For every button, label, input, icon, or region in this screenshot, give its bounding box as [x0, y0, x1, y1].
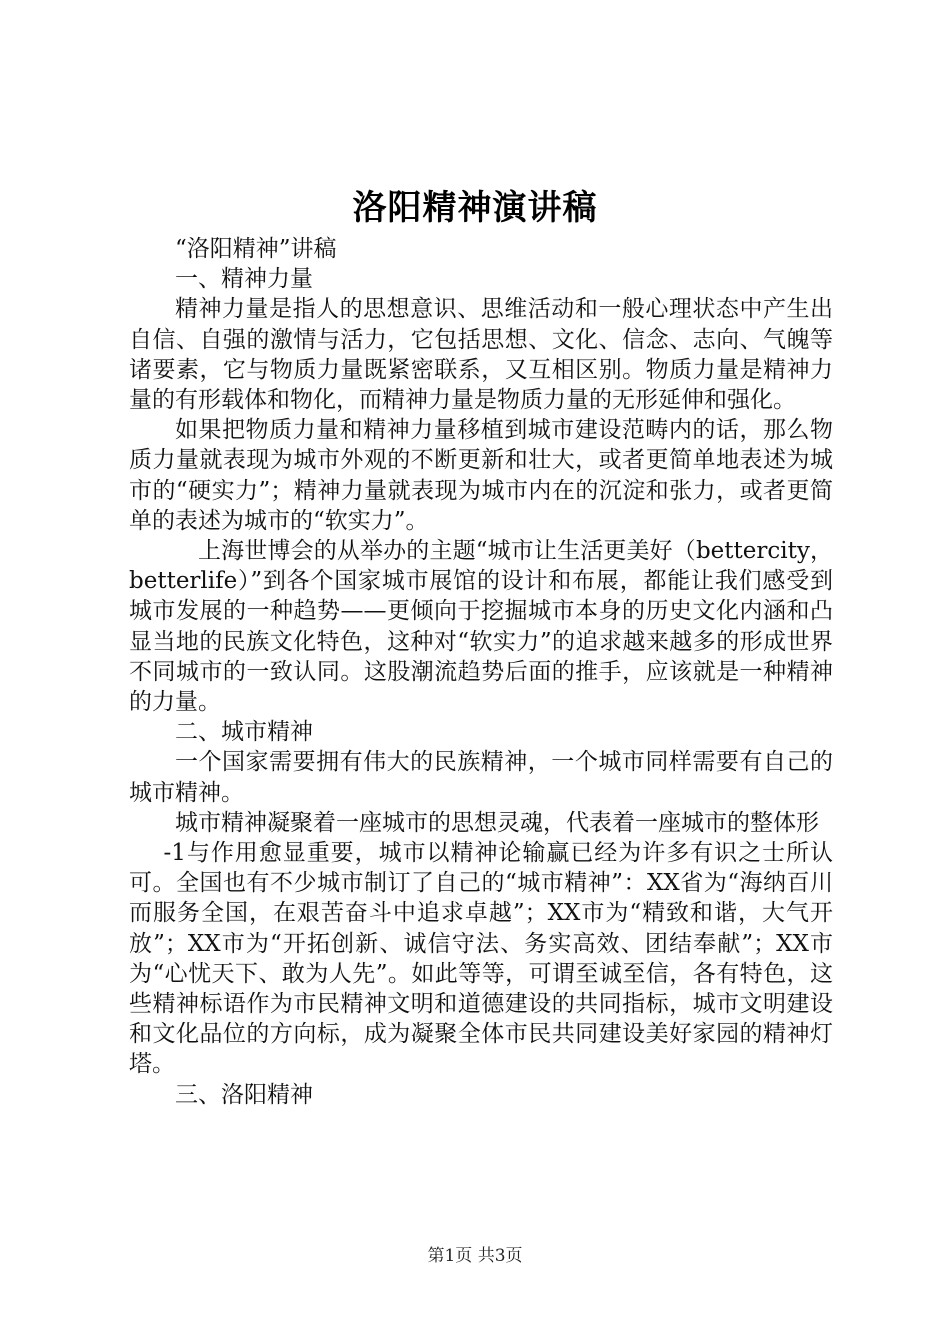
page-number-footer: 第1页 共3页 [427, 1246, 523, 1266]
speech-subtitle: “洛阳精神”讲稿 [175, 236, 337, 262]
paragraph: 如果把物质力量和精神力量移植到城市建设范畴内的话，那么物质力量就表现为城市外观的不断更新和壮大，或者更简单地表述为城市的“硬实力”；精神力量就表现为城市内在的沉淀和张力，或者更简单的表述为城市的“软实力”。 [129, 417, 833, 534]
paragraph: 城市精神凝聚着一座城市的思想灵魂，代表着一座城市的整体形 [175, 809, 819, 836]
paragraph: 一个国家需要拥有伟大的民族精神，一个城市同样需要有自己的城市精神。 [129, 749, 833, 806]
paragraph: 上海世博会的从举办的主题“城市让生活更美好（bettercity，betterlife）”到各个国家城市展馆的设计和布展，都能让我们感受到城市发展的一种趋势——更倾向于挖掘城市本身的历史文化内涵和凸显当地的民族文化特色，这种对“软实力”的追求越来越多的形成世界不同城市的一致认同。这股潮流趋势后面的推手，应该就是一种精神的力量。 [129, 538, 833, 716]
paragraph: 精神力量是指人的思想意识、思维活动和一般心理状态中产生出自信、自强的激情与活力，它包括思想、文化、信念、志向、气魄等诸要素，它与物质力量既紧密联系，又互相区别。物质力量是精神力量的有形载体和物化，而精神力量是物质力量的无形延伸和强化。 [129, 296, 833, 414]
section-heading-2: 二、城市精神 [175, 719, 313, 746]
document-body [129, 234, 833, 1110]
document-title: 洛阳精神演讲稿 [352, 188, 598, 228]
paragraph: -1与作用愈显重要，城市以精神论输赢已经为许多有识之士所认可。全国也有不少城市制订了自己的“城市精神”：XX省为“海纳百川而服务全国，在艰苦奋斗中追求卓越”；XX市为“精致和谐，大气开放”；XX市为“开拓创新、诚信守法、务实高效、团结奉献”；XX市为“心忧天下、敢为人先”。如此等等，可谓至诚至信，各有特色，这些精神标语作为市民精神文明和道德建设的共同指标，城市文明建设和文化品位的方向标，成为凝聚全体市民共同建设美好家园的精神灯塔。 [129, 840, 833, 1078]
section-heading-3: 三、洛阳精神 [175, 1081, 313, 1108]
section-heading-1: 一、精神力量 [175, 266, 313, 293]
